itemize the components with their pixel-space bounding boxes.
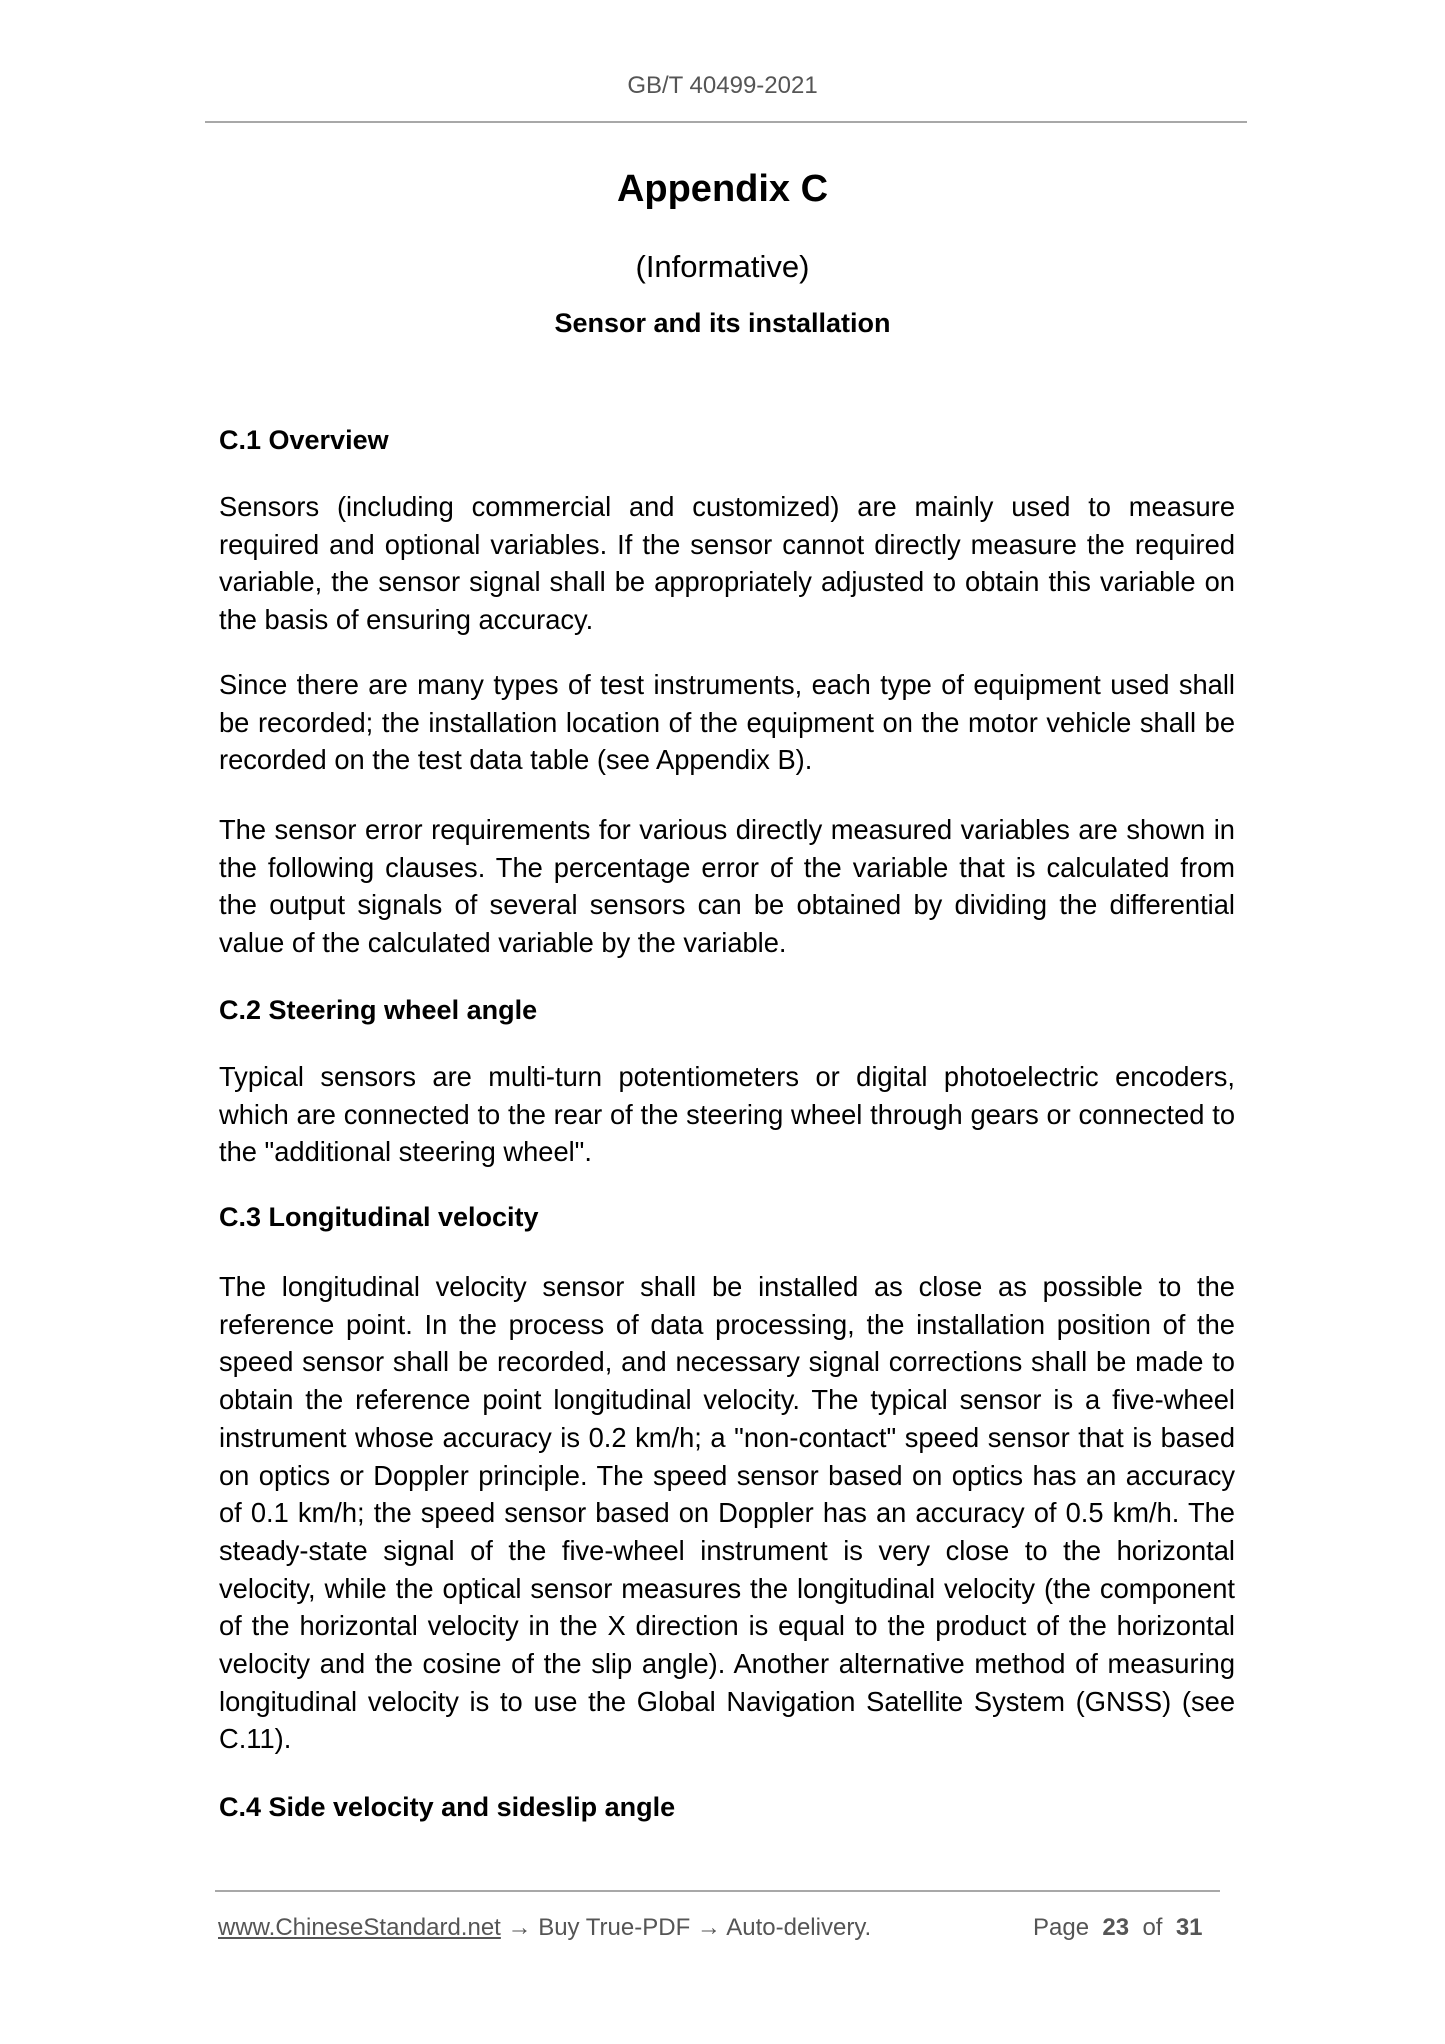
paragraph-c2-1: Typical sensors are multi-turn potentiometers or digital photoelectric encoders, which are connected to the rear of the steering wheel through gears or connected to the "additional steering wheel". xyxy=(219,1061,1235,1168)
arrow-right-icon: → xyxy=(696,1914,721,1941)
section-heading-c3: C.3 Longitudinal velocity xyxy=(219,1202,539,1232)
page-current: 23 xyxy=(1102,1914,1130,1941)
header-divider xyxy=(205,121,1247,123)
paragraph-c1-2: Since there are many types of test instruments, each type of equipment used shall be recorded; the installation location of the equipment on the motor vehicle shall be recorded on the test data table (see Appendix B). xyxy=(219,669,1235,776)
page-total: 31 xyxy=(1175,1914,1203,1941)
arrow-right-icon: → xyxy=(507,1914,532,1941)
appendix-title: Appendix C xyxy=(616,168,829,210)
of-label: of xyxy=(1142,1914,1163,1941)
section-heading-c1: C.1 Overview xyxy=(219,425,389,455)
appendix-subject: Sensor and its installation xyxy=(554,308,891,338)
footer-promo xyxy=(218,1913,871,1943)
page-label: Page xyxy=(1033,1914,1090,1941)
auto-delivery-text: Auto-delivery. xyxy=(726,1914,872,1941)
paragraph-c1-1: Sensors (including commercial and customized) are mainly used to measure required and optional variables. If the sensor cannot directly measure the required variable, the sensor signal shall be appropriately adjusted to obtain this variable on the basis of ensuring accuracy. xyxy=(219,491,1235,636)
paragraph-c1-3: The sensor error requirements for various directly measured variables are shown in the following clauses. The percentage error of the variable that is calculated from the output signals of several sensors can be obtained by dividing the differential value of the calculated variable by the variable. xyxy=(219,814,1235,959)
paragraph-c3-1: The longitudinal velocity sensor shall be installed as close as possible to the reference point. In the process of data processing, the installation position of the speed sensor shall be recorded, and necessary signal corrections shall be made to obtain the reference point longitudinal velocity. The typical sensor is a five-wheel instrument whose accuracy is 0.2 km/h; a "non-contact" speed sensor that is based on optics or Doppler principle. The speed sensor based on optics has an accuracy of 0.1 km/h; the speed sensor based on Doppler has an accuracy of 0.5 km/h. The steady-state signal of the five-wheel instrument is very close to the horizontal velocity, while the optical sensor measures the longitudinal velocity (the component of the horizontal velocity in the X direction is equal to the product of the horizontal velocity and the cosine of the slip angle). Another alternative method of measuring longitudinal velocity is to use the Global Navigation Satellite System (GNSS) (see C.11). xyxy=(219,1271,1235,1755)
buy-true-pdf-text: Buy True-PDF xyxy=(538,1914,691,1941)
appendix-nature: (Informative) xyxy=(635,249,810,284)
document-id-header: GB/T 40499-2021 xyxy=(627,72,818,99)
page-number xyxy=(1033,1913,1203,1943)
section-heading-c4: C.4 Side velocity and sideslip angle xyxy=(219,1792,676,1822)
section-heading-c2: C.2 Steering wheel angle xyxy=(219,995,538,1025)
footer-divider xyxy=(215,1890,1220,1892)
chinesestandard-link[interactable]: www.ChineseStandard.net xyxy=(218,1914,501,1941)
